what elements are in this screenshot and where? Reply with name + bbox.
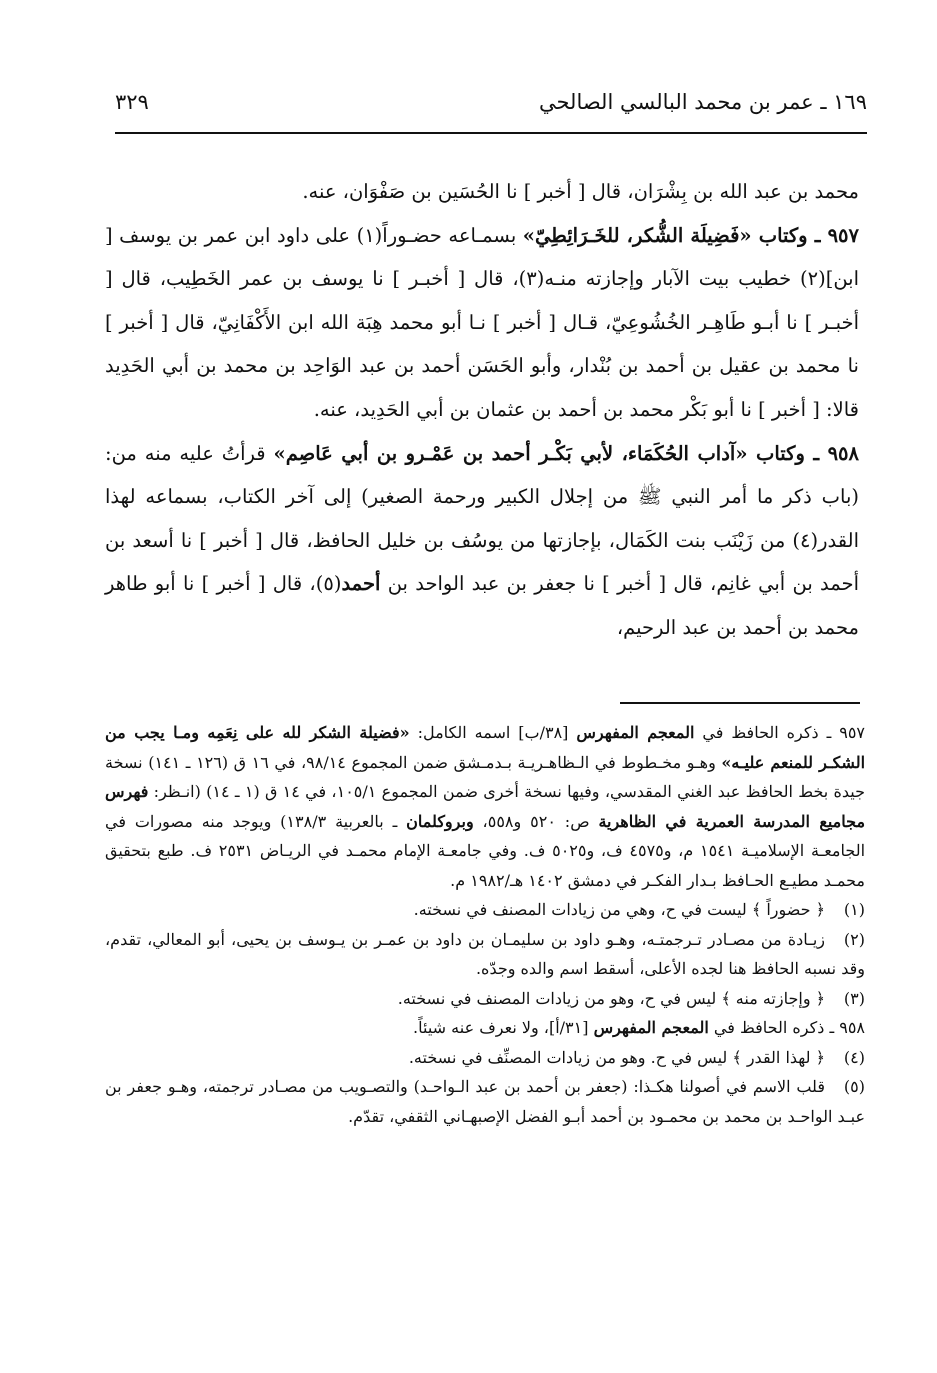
- footnote-text: ﴿ وإجازته منه ﴾ ليس في ح، وهو من زيادات المصنف في نسخته.: [397, 988, 825, 1008]
- footnote-number: (٢): [843, 929, 865, 949]
- running-title: ١٦٩ ـ عمر بن محمد البالسي الصالحي: [538, 90, 867, 114]
- footnote-text: زيـادة من مصـادر تـرجمتـه، وهـو داود بن سليمـان بن داود بن عمـر بن يـوسف بن يحيى، أبو المعالي، تقدم، وقد نسبه الحافظ هنا لجده الأعلى، أسقط اسم والده وجدّه.: [105, 929, 865, 978]
- bold-name: أحمد: [341, 572, 381, 596]
- entry-text: (٥)، قال [ أخبر ] نا أبو طاهر محمد بن أحمد بن عبد الرحيم،: [105, 572, 859, 639]
- note-bold: فهرس مجاميع المدرسة العمرية في الظاهرية: [105, 782, 866, 831]
- footnote-text: ﴿ حضوراً ﴾ ليست في ح، وهي من زيادات المصنف في نسخته.: [413, 900, 825, 919]
- note-bold: «فضيلة الشكر لله على نِعَمِه ومـا يجب من الشكـر للمنعم عليـه»: [105, 723, 866, 772]
- note-text: ص: ٥٢٠ و٥٥٨،: [473, 811, 599, 831]
- note-bold: المعجم المفهرس: [576, 723, 695, 742]
- note-text: [٣١/أ]، ولا نعرف عنه شيئاً.: [413, 1018, 594, 1037]
- footnote-2: [105, 925, 865, 984]
- note-958: [105, 1013, 865, 1043]
- footnote-5: [105, 1072, 865, 1131]
- note-text: ـ بالعربية ١٣٨/٣) ويوجد منه مصورات في الجامعـة الإسلاميـة ١٥٤١ م، و٤٥٧٥ ف، و٥٠٢٥ ف. وفي جامعـة الإمام محمـد في الريـاض ٢٥٣١ ف. طبع بتحقيق محمـد مطيـع الحـافظ بـدار الفكـر في دمشق ١٤٠٢ هـ/١٩٨٢ م.: [105, 811, 866, 890]
- page-header: [115, 90, 867, 134]
- paragraph: محمد بن عبد الله بن بِشْرَان، قال [ أخبر ] نا الحُسَين بن صَفْوَان، عنه.: [302, 180, 859, 203]
- entry-heading: ٩٥٨ ـ وكتاب «آداب الحُكَمَاء، لأبي بَكْـر أحمد بن عَمْـرو بن أبي عَاصِم»: [273, 441, 859, 465]
- note-bold: وبروكلمان: [406, 811, 474, 831]
- entry-958: [105, 432, 859, 650]
- note-text: ٩٥٨ ـ ذكره الحافظ في: [708, 1018, 865, 1037]
- footnote-3: [105, 984, 865, 1014]
- entry-heading: ٩٥٧ ـ وكتاب «فَضِيلَة الشُّكر، للخَـرَائِطِيّ»: [522, 223, 859, 247]
- note-text: [٣٨/ب] اسمه الكامل:: [409, 723, 577, 742]
- entry-957: [105, 214, 859, 432]
- note-957: [105, 718, 865, 895]
- footnotes: [105, 718, 865, 1131]
- footnote-1: [105, 895, 865, 925]
- page-number: ٣٢٩: [115, 90, 149, 114]
- main-text: [105, 170, 859, 650]
- footnote-4: [105, 1043, 865, 1073]
- entry-text: بسمـاعه حضـوراً(١) على داود ابن عمر بن يوسف [ ابن](٢) خطيب بيت الآبار وإجازته منـه(٣)، قال [ أخبـر ] نا يوسف بن عمر الخَطِيب، قال [ أخبـر ] نا أبـو طَاهِـر الخُشُوعِيّ، قـال [ أخبر ] نـا أبو محمد هِبَة الله ابن الأَكْفَانِيّ، قال [ أخبر ] نا محمد بن عقيل بن أحمد بن بُنْدار، وأبو الحَسَن أحمد بن عبد الوَاحِد بن محمد بن أبي الحَدِيد قالا: [ أخبر ] نا أبو بَكْر محمد بن أحمد بن عثمان بن أبي الحَدِيد، عنه.: [105, 223, 860, 421]
- footnote-separator: [620, 702, 860, 704]
- note-text: ٩٥٧ ـ ذكره الحافظ في: [694, 723, 866, 742]
- footnote-number: (٣): [843, 988, 865, 1008]
- footnote-number: (٥): [843, 1077, 866, 1096]
- footnote-number: (٤): [843, 1047, 865, 1067]
- entry-text: قرأتُ عليه منه من: (باب ذكر ما أمر النبي ﷺ من إجلال الكبير ورحمة الصغير) إلى آخر الكتاب، بسماعه لهذا القدر(٤) من زَيْنَب بنت الكَمَال، بإجازتها من يوسُف بن خليل الحافظ، قال [ أخبر ] نا أسعد بن أحمد بن أبي غانِم، قال [ أخبر ] نا جعفر بن عبد الواحد بن: [105, 441, 860, 596]
- footnote-text: قلب الاسم في أصولنا هكـذا: (جعفر بن أحمد بن عبد الـواحـد) والتصـويب من مصـادر ترجمته، وهـو جعفر بن عبـد الواحـد بن محمد بن محمـود بن أحمد أبـو الفضل الإصبهـاني الثقفي، تقدّم.: [105, 1077, 865, 1126]
- footnote-text: ﴿ لهذا القدر ﴾ ليس في ح. وهو من زيادات المصنِّف في نسخته.: [408, 1047, 825, 1067]
- footnote-number: (١): [843, 900, 865, 919]
- note-text: وهـو مخـطوط في الـظاهـريـة بـدمـشق ضمن المجموع ٩٨/١٤، في ١٦ ق (١٢٦ ـ ١٤١) نسخة جيدة بخط الحافظ عبد الغني المقدسي، وفيها نسخة أخرى ضمن المجموع ١٠٥/١، في ١٤ ق (١ ـ ١٤) (انـظر:: [105, 752, 866, 801]
- note-bold: المعجم المفهرس: [593, 1018, 709, 1037]
